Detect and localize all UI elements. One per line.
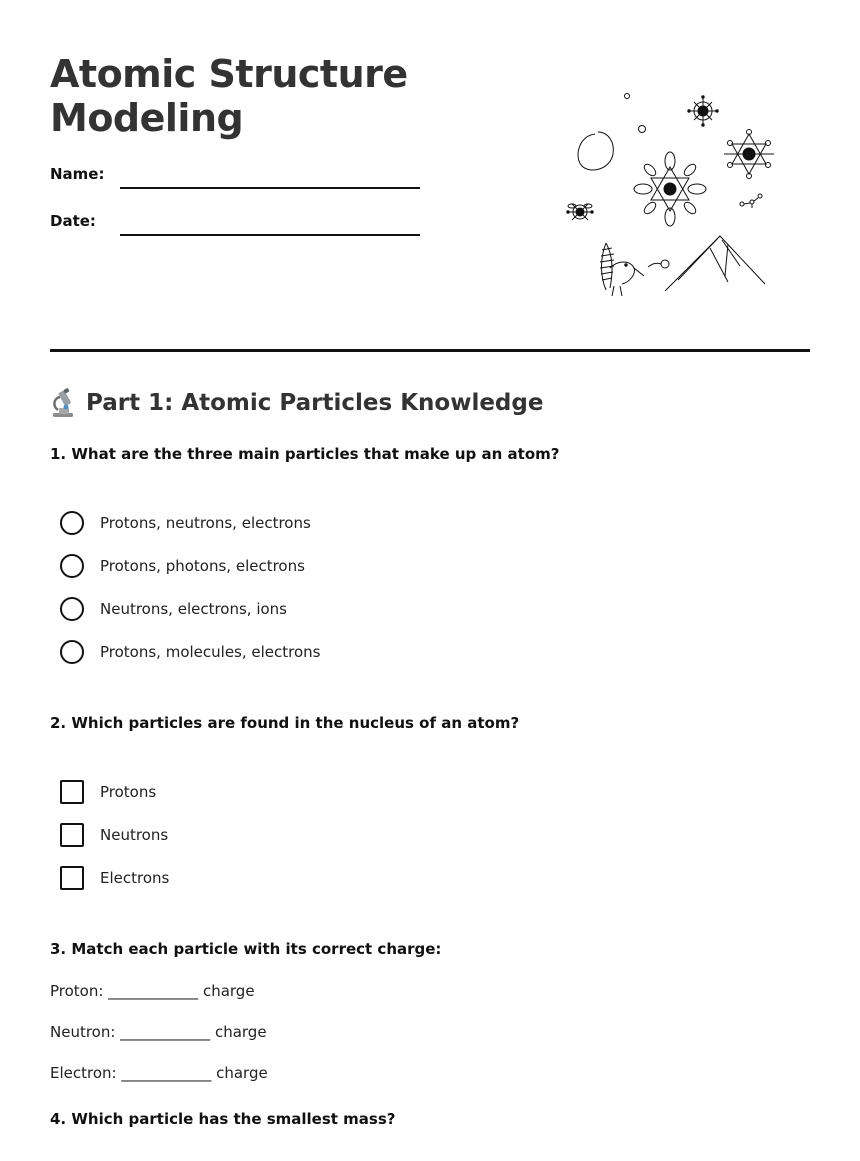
radio-button[interactable] [60, 640, 84, 664]
question-4: 4. Which particle has the smallest mass? [50, 1110, 396, 1128]
header-divider [50, 349, 810, 352]
q1-option-4[interactable] [60, 640, 321, 664]
checkbox[interactable] [60, 780, 84, 804]
date-label: Date: [50, 212, 96, 230]
q2-option-3[interactable] [60, 866, 169, 890]
option-label: Protons, molecules, electrons [100, 643, 321, 661]
atom-molecule-sketch-icon [560, 86, 780, 300]
match-neutron[interactable]: Neutron: ____________ charge [50, 1023, 267, 1041]
radio-button[interactable] [60, 554, 84, 578]
microscope-icon [50, 388, 76, 418]
page-title: Atomic Structure Modeling [50, 52, 408, 140]
option-label: Protons, photons, electrons [100, 557, 305, 575]
q1-option-2[interactable] [60, 554, 305, 578]
q1-option-1[interactable] [60, 511, 311, 535]
option-label: Neutrons, electrons, ions [100, 600, 288, 618]
question-1: 1. What are the three main particles that make up an atom? [50, 445, 560, 463]
name-field-line[interactable] [120, 187, 420, 189]
checkbox[interactable] [60, 866, 84, 890]
match-electron[interactable]: Electron: ____________ charge [50, 1064, 268, 1082]
date-field-line[interactable] [120, 234, 420, 236]
question-2: 2. Which particles are found in the nucleus of an atom? [50, 714, 520, 732]
name-label: Name: [50, 165, 105, 183]
option-label: Protons, neutrons, electrons [100, 514, 311, 532]
radio-button[interactable] [60, 597, 84, 621]
question-3: 3. Match each particle with its correct charge: [50, 940, 442, 958]
part1-heading-text: Part 1: Atomic Particles Knowledge [86, 390, 544, 416]
q2-option-1[interactable] [60, 780, 156, 804]
checkbox[interactable] [60, 823, 84, 847]
match-proton[interactable]: Proton: ____________ charge [50, 982, 255, 1000]
radio-button[interactable] [60, 511, 84, 535]
option-label: Protons [100, 783, 157, 801]
part1-heading [50, 388, 543, 418]
option-label: Neutrons [100, 826, 169, 844]
q2-option-2[interactable] [60, 823, 168, 847]
option-label: Electrons [100, 869, 170, 887]
q1-option-3[interactable] [60, 597, 287, 621]
